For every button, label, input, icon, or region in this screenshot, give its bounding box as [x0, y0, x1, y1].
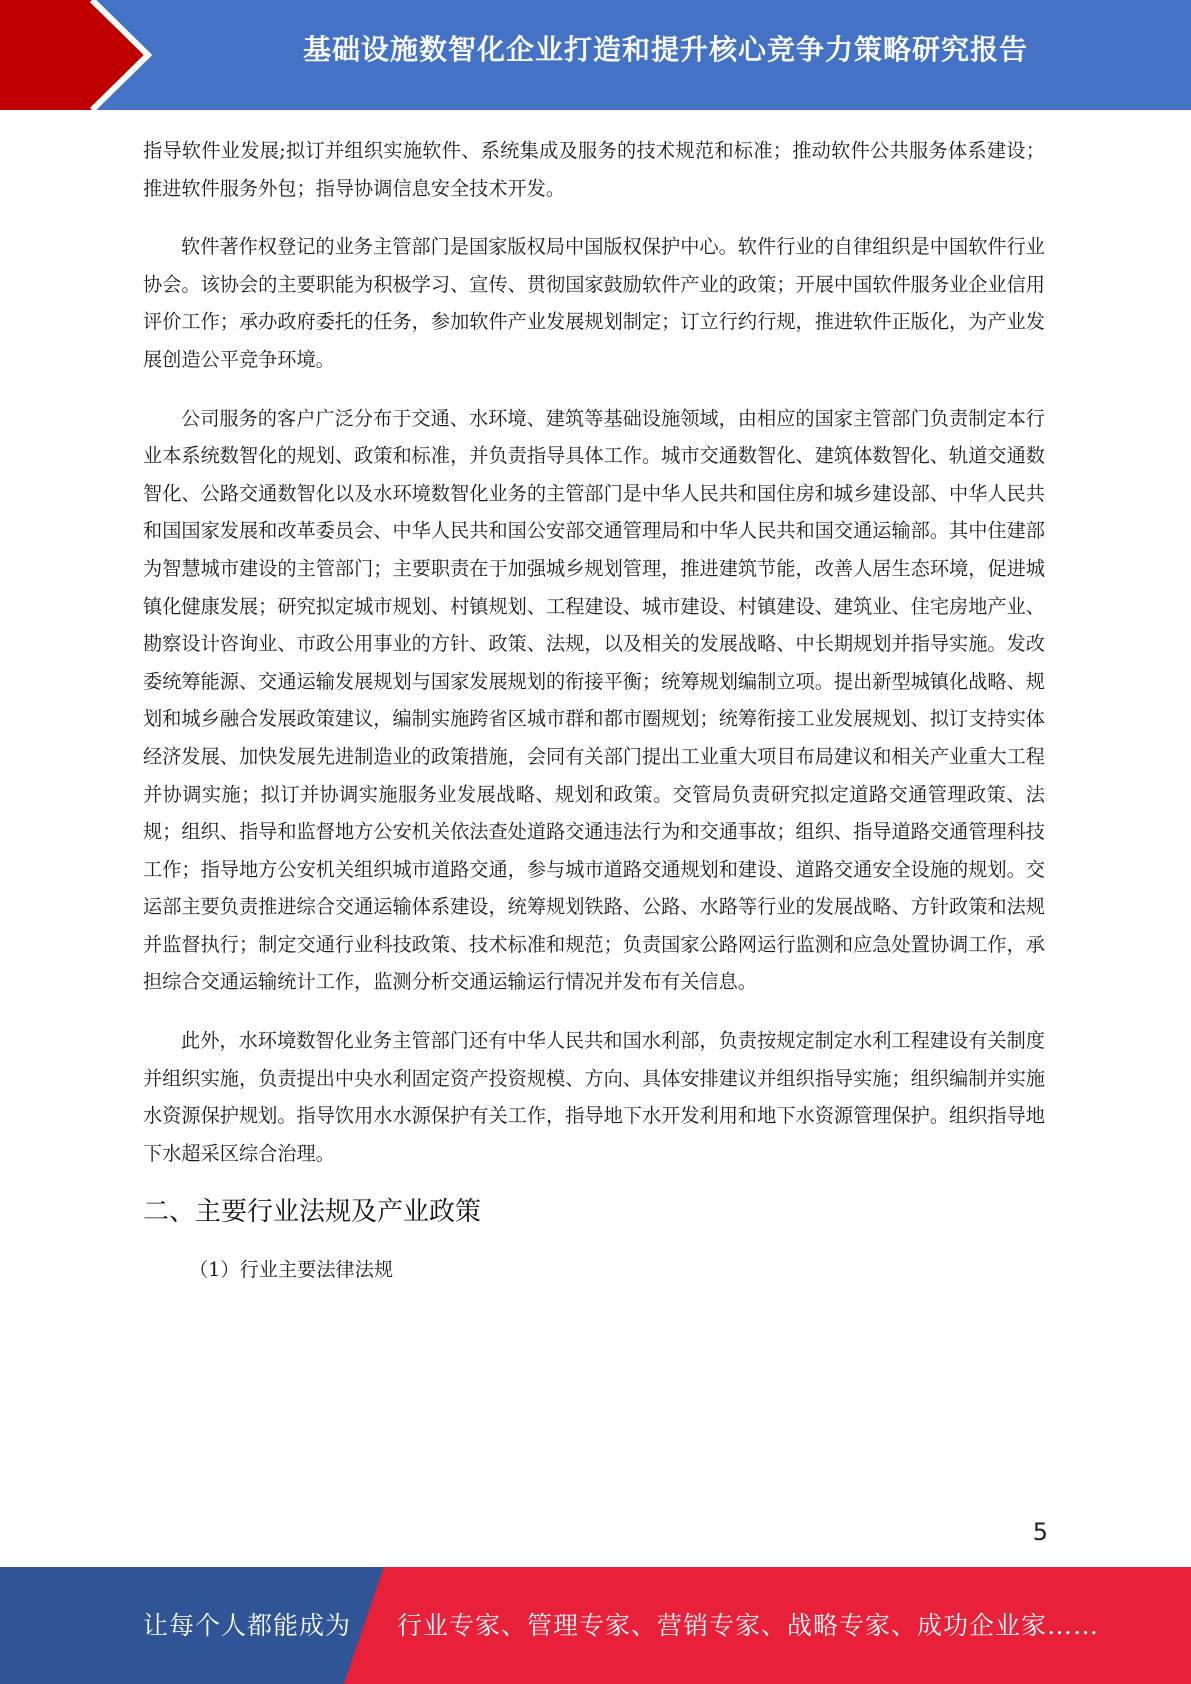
paragraph-4: 此外，水环境数智化业务主管部门还有中华人民共和国水利部，负责按规定制定水利工程建设有关制度并组织实施，负责提出中央水利固定资产投资规模、方向、具体安排建议并组织指导实施；组织编制并实施水资源保护规划。指导饮用水水源保护有关工作，指导地下水开发利用和地下水资源管理保护。组织指导地下水超采区综合治理。: [143, 1029, 1045, 1165]
header-arrow-icon: [0, 0, 160, 110]
report-title: 基础设施数智化企业打造和提升核心竞争力策略研究报告: [302, 33, 1028, 66]
sub-heading: （1）行业主要法律法规: [189, 1258, 394, 1282]
paragraph-3: 公司服务的客户广泛分布于交通、水环境、建筑等基础设施领域，由相应的国家主管部门负责制定本行业本系统数智化的规划、政策和标准，并负责指导具体工作。城市交通数智化、建筑体数智化、轨道交通数智化、公路交通数智化以及水环境数智化业务的主管部门是中华人民共和国住房和城乡建设部、中华人民共和国国家发展和改革委员会、中华人民共和国公安部交通管理局和中华人民共和国交通运输部。其中住建部为智慧城市建设的主管部门；主要职责在于加强城乡规划管理，推进建筑节能，改善人居生态环境，促进城镇化健康发展；研究拟定城市规划、村镇规划、工程建设、城市建设、村镇建设、建筑业、住宅房地产业、勘察设计咨询业、市政公用事业的方针、政策、法规，以及相关的发展战略、中长期规划并指导实施。发改委统筹能源、交通运输发展规划与国家发展规划的衔接平衡；统筹规划编制立项。提出新型城镇化战略、规划和城乡融合发展政策建议，编制实施跨省区城市群和都市圈规划；统筹衔接工业发展规划、拟订支持实体经济发展、加快发展先进制造业的政策措施，会同有关部门提出工业重大项目布局建议和相关产业重大工程并协调实施；拟订并协调实施服务业发展战略、规划和政策。交管局负责研究拟定道路交通管理政策、法规；组织、指导和监督地方公安机关依法查处道路交通违法行为和交通事故；组织、指导道路交通管理科技工作；指导地方公安机关组织城市道路交通，参与城市道路交通规划和建设、道路交通安全设施的规划。交运部主要负责推进综合交通运输体系建设，统筹规划铁路、公路、水路等行业的发展战略、方针政策和法规并监督执行；制定交通行业科技政策、技术标准和规范；负责国家公路网运行监测和应急处置协调工作，承担综合交通运输统计工作，监测分析交通运输运行情况并发布有关信息。: [143, 406, 1045, 994]
page-footer: [0, 1567, 1191, 1684]
paragraph-2: 软件著作权登记的业务主管部门是国家版权局中国版权保护中心。软件行业的自律组织是中国软件行业协会。该协会的主要职能为积极学习、宣传、贯彻国家鼓励软件产业的政策；开展中国软件服务业企业信用评价工作；承办政府委托的任务，参加软件产业发展规划制定；订立行约行规，推进软件正版化，为产业发展创造公平竞争环境。: [143, 235, 1045, 371]
document-body: [143, 132, 1045, 1286]
footer-slogan-left: 让每个人都能成为: [143, 1611, 352, 1640]
paragraph-1: 指导软件业发展;拟订并组织实施软件、系统集成及服务的技术规范和标准；推动软件公共服务体系建设；推进软件服务外包；指导协调信息安全技术开发。: [143, 139, 1045, 200]
page-header: [0, 0, 1191, 110]
footer-slogan-right: 行业专家、管理专家、营销专家、战略专家、成功企业家……: [397, 1611, 1100, 1640]
section-heading: 二、主要行业法规及产业政策: [143, 1197, 482, 1228]
page-number: 5: [1032, 1518, 1048, 1546]
